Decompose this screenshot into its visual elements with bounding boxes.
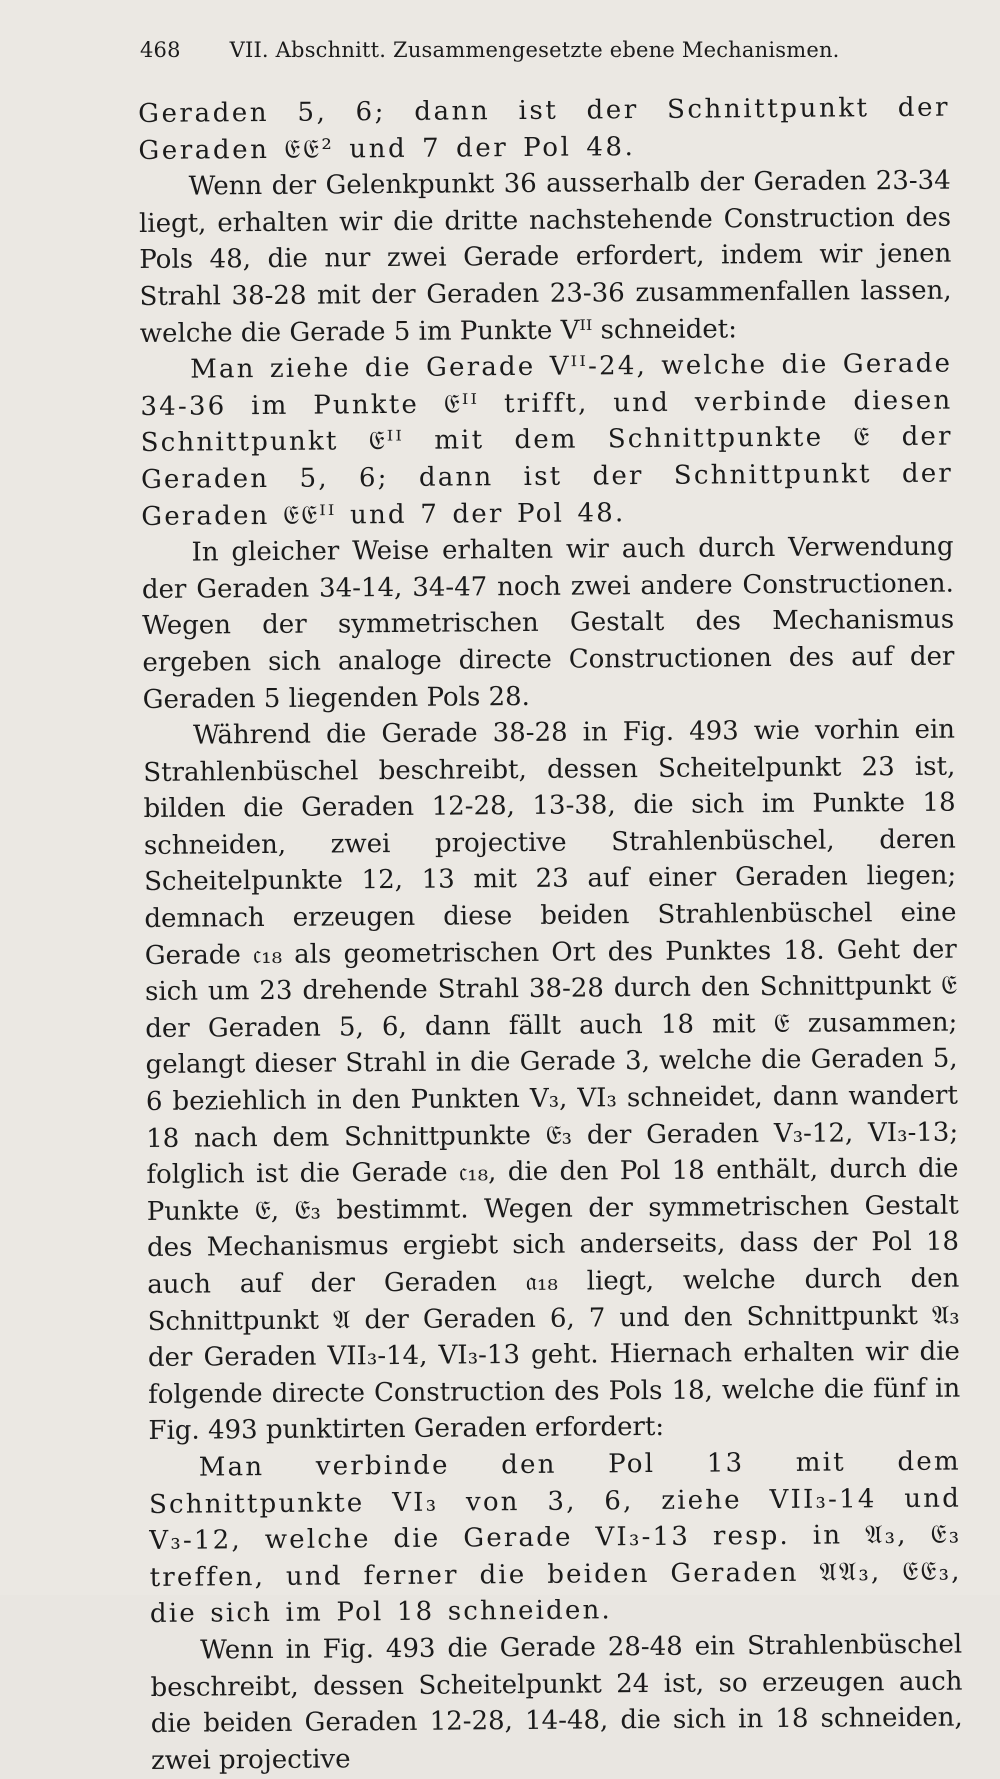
page-number: 468 [140,38,181,62]
paragraph-construction: Man verbinde den Pol 13 mit dem Schnittpunkte VI₃ von 3, 6, ziehe VII₃-14 und V₃-12, welche die Gerade VI₃-13 resp. in 𝔄₃, 𝔈₃ treffen, und ferner die beiden Geraden 𝔄𝔄₃, 𝔈𝔈₃, die sich im Pol 18 schneiden. [148,1446,962,1630]
paragraph: Während die Gerade 38-28 in Fig. 493 wie vorhin ein Strahlenbüschel beschreibt, dessen Scheitelpunkt 23 ist, bilden die Geraden 12-28, 13-38, die sich im Punkte 18 schneiden, zwei projective Strahlenbüschel, deren Scheitelpunkte 12, 13 mit 23 auf einer Geraden liegen; demnach erzeugen diese beiden Strahlenbüschel eine Gerade 𝔠₁₈ als geometrischen Ort des Punktes 18. Geht der sich um 23 drehende Strahl 38-28 durch den Schnittpunkt 𝔈 der Geraden 5, 6, dann fällt auch 18 mit 𝔈 zusammen; gelangt dieser Strahl in die Gerade 3, welche die Geraden 5, 6 beziehlich in den Punkten V₃, VI₃ schneidet, dann wandert 18 nach dem Schnittpunkte 𝔈₃ der Geraden V₃-12, VI₃-13; folglich ist die Gerade 𝔠₁₈, die den Pol 18 enthält, durch die Punkte 𝔈, 𝔈₃ bestimmt. Wegen der symmetrischen Gestalt des Mechanismus ergiebt sich anderseits, dass der Pol 18 auch auf der Geraden 𝔞₁₈ liegt, welche durch den Schnittpunkt 𝔄 der Geraden 6, 7 und den Schnittpunkt 𝔄₃ der Geraden VII₃-14, VI₃-13 geht. Hiernach erhalten wir die folgende directe Construction des Pols 18, welche die fünf in Fig. 493 punktirten Geraden erfordert: [143,714,961,1447]
paragraph-continuation: Geraden 5, 6; dann ist der Schnittpunkt der Geraden 𝔈𝔈² und 7 der Pol 48. [138,92,951,166]
running-title: VII. Abschnitt. Zusammengesetzte ebene Mechanismen. [229,38,840,62]
paragraph: In gleicher Weise erhalten wir auch durch Verwendung der Geraden 34-14, 34-47 noch zwei andere Constructionen. Wegen der symmetrischen Gestalt des Mechanismus ergeben sich analoge directe Constructionen des auf der Geraden 5 liegenden Pols 28. [141,531,955,715]
paragraph-construction: Man ziehe die Gerade Vᴵᴵ-24, welche die Gerade 34-36 im Punkte 𝔈ᴵᴵ trifft, und verbinde diesen Schnittpunkt 𝔈ᴵᴵ mit dem Schnittpunkte 𝔈 der Geraden 5, 6; dann ist der Schnittpunkt der Geraden 𝔈𝔈ᴵᴵ und 7 der Pol 48. [140,348,954,532]
running-header [140,38,940,62]
paragraph: Wenn der Gelenkpunkt 36 ausserhalb der Geraden 23-34 liegt, erhalten wir die dritte nachstehende Construction des Pols 48, die nur zwei Gerade erfordert, indem wir jenen Strahl 38-28 mit der Geraden 23-36 zusammenfallen lassen, welche die Gerade 5 im Punkte Vᴵᴵ schneidet: [138,165,952,349]
paragraph: Wenn in Fig. 493 die Gerade 28-48 ein Strahlenbüschel beschreibt, dessen Scheitelpunkt 24 ist, so erzeugen auch die beiden Geraden 12-28, 14-48, die sich in 18 schneiden, zwei projective [150,1629,963,1776]
body-text [138,90,963,1779]
